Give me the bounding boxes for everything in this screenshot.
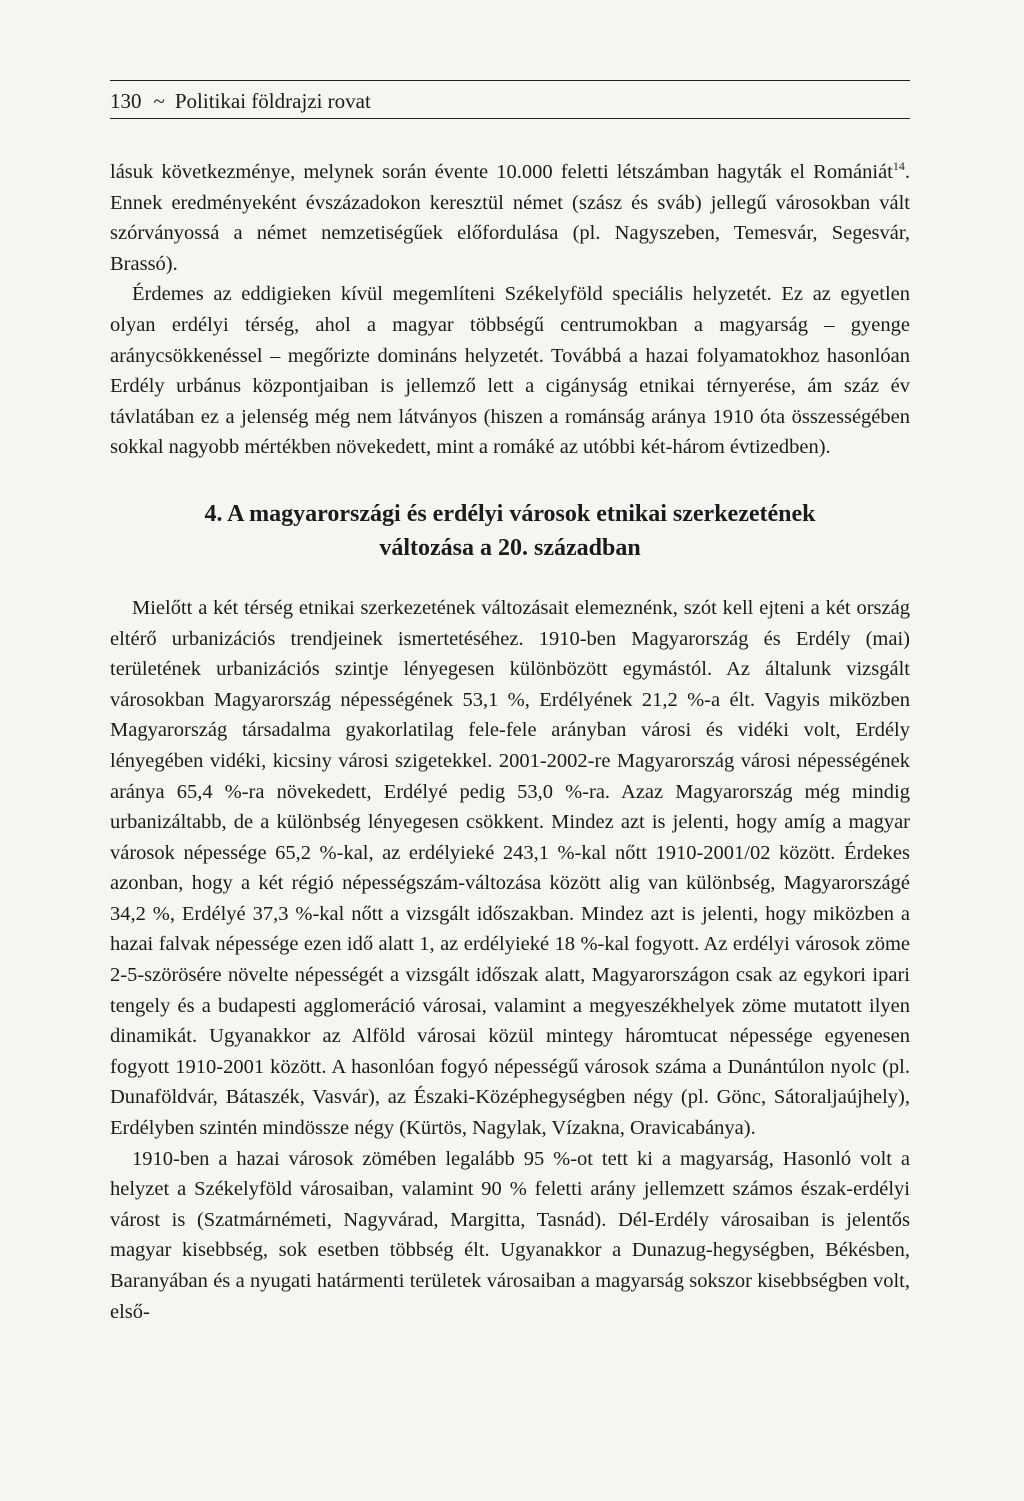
paragraph-2: Érdemes az eddigieken kívül megemlíteni Székelyföld speciális helyzetét. Ez az egyetlen olyan erdélyi térség, ahol a magyar többségű centrumokban a magyarság – gyenge aránycsökkenéssel – megőrizte domináns helyzetét. Továbbá a hazai folyamatokhoz hasonlóan Erdély urbánus központjaiban is jellemző lett a cigányság etnikai térnyerése, ám száz év távlatában ez a jelenség még nem látványos (hiszen a románság aránya 1910 óta összességében sokkal nagyobb mértékben növekedett, mint a romáké az utóbbi két-három évtizedben). <box>110 283 910 459</box>
header-top-rule <box>110 80 910 81</box>
running-title: Politikai földrajzi rovat <box>174 89 371 113</box>
footnote-ref-14: 14 <box>892 159 905 174</box>
paragraph-1-text: lásuk következménye, melynek során évente 10.000 feletti létszámban hagyták el Romániát <box>110 161 893 183</box>
paragraph-1 <box>110 157 910 279</box>
paragraph-1-rest: . Ennek eredményeként évszázadokon keresztül német (szász és sváb) jellegű városokban vált szórványossá a német nemzetiségűek előfordulása (pl. Nagyszeben, Temesvár, Segesvár, Brassó). <box>110 161 910 275</box>
running-header <box>110 88 910 114</box>
paragraph-3: Mielőtt a két térség etnikai szerkezetének változásait elemeznénk, szót kell ejteni a két ország eltérő urbanizációs trendjeinek ismertetéséhez. 1910-ben Magyarország és Erdély (mai) területének urbanizációs szintje lényegesen különbözött egymástól. Az általunk vizsgált városokban Magyarország népességének 53,1 %, Erdélyének 21,2 %-a élt. Vagyis miközben Magyarország társadalma gyakorlatilag fele-fele arányban városi és vidéki volt, Erdély lényegében vidéki, kicsiny városi szigetekkel. 2001-2002-re Magyarország városi népességének aránya 65,4 %-ra növekedett, Erdélyé pedig 53,0 %-ra. Azaz Magyarország még mindig urbanizáltabb, de a különbség lényegesen csökkent. Mindez azt is jelenti, hogy amíg a magyar városok népessége 65,2 %-kal, az erdélyieké 243,1 %-kal nőtt 1910-2001/02 között. Érdekes azonban, hogy a két régió népességszám-változása között alig van különbség, Magyarországé 34,2 %, Erdélyé 37,3 %-kal nőtt a vizsgált időszakban. Mindez azt is jelenti, hogy miközben a hazai falvak népessége ezen idő alatt 1, az erdélyieké 18 %-kal fogyott. Az erdélyi városok zöme 2-5-szörösére növelte népességét a vizsgált időszak alatt, Magyarországon csak az egykori ipari tengely és a budapesti agglomeráció városai, valamint a megyeszékhelyek zöme mutatott ilyen dinamikát. Ugyanakkor az Alföld városai közül mintegy háromtucat népessége egyenesen fogyott 1910-2001 között. A hasonlóan fogyó népességű városok száma a Dunántúlon nyolc (pl. Dunaföldvár, Bátaszék, Vasvár), az Északi-Középhegységben négy (pl. Gönc, Sátoraljaújhely), Erdélyben szintén mindössze négy (Kürtös, Nagylak, Vízakna, Oravicabánya). <box>110 596 910 1140</box>
section-heading-line-2: változása a 20. században <box>379 534 641 561</box>
section-heading <box>110 497 910 565</box>
body-text <box>110 157 910 1327</box>
header-separator: ~ <box>153 89 165 113</box>
page-number: 130 <box>110 89 142 113</box>
section-heading-line-1: 4. A magyarországi és erdélyi városok etnikai szerkezetének <box>204 500 816 527</box>
paragraph-4: 1910-ben a hazai városok zömében legalább 95 %-ot tett ki a magyarság, Hasonló volt a helyzet a Székelyföld városaiban, valamint 90 % feletti arány jellemzett számos észak-erdélyi várost is (Szatmárnémeti, Nagyvárad, Margitta, Tasnád). Dél-Erdély városaiban is jelentős magyar kisebbség, sok esetben többség élt. Ugyanakkor a Dunazug-hegységben, Békésben, Baranyában és a nyugati határmenti területek városaiban a magyarság sokszor kisebbségben volt, első- <box>110 1147 910 1323</box>
header-bottom-rule <box>110 118 910 119</box>
